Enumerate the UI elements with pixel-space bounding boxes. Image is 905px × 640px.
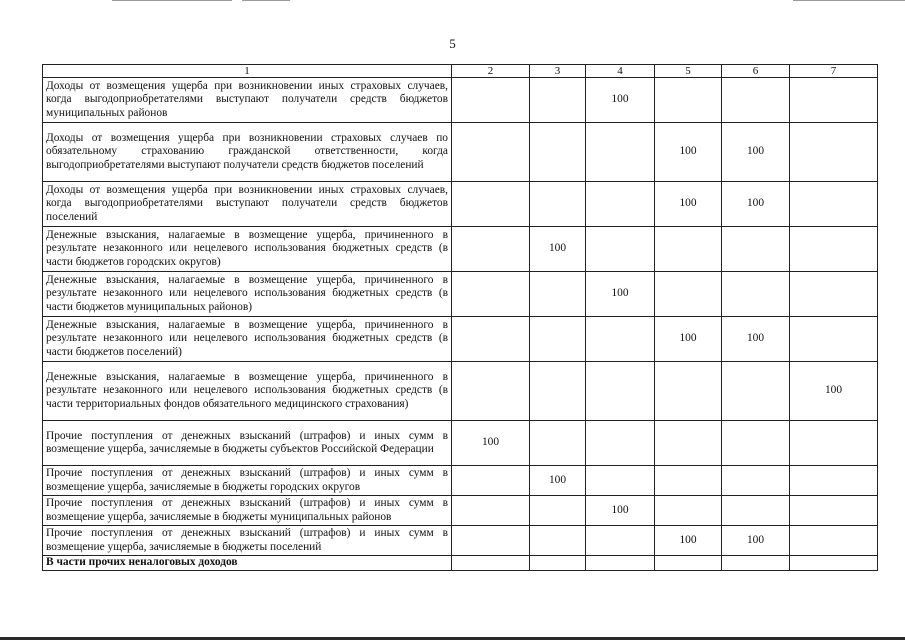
cell-value (452, 78, 530, 123)
cell-value (530, 317, 586, 362)
cell-value (530, 78, 586, 123)
cell-value (452, 182, 530, 227)
cell-value (586, 556, 655, 571)
table-header-row (43, 65, 878, 78)
cell-value (586, 421, 655, 466)
table-row (43, 362, 878, 421)
table-row (43, 466, 878, 496)
table-row (43, 317, 878, 362)
cell-value (530, 496, 586, 526)
column-header: 1 (43, 65, 452, 78)
cell-value (530, 421, 586, 466)
table-row (43, 272, 878, 317)
cell-value: 100 (655, 317, 722, 362)
column-header: 3 (530, 65, 586, 78)
cell-value (530, 272, 586, 317)
cell-value (722, 78, 790, 123)
cell-value (452, 466, 530, 496)
row-description: Прочие поступления от денежных взысканий (штрафов) и иных сумм в возмещение ущерба, зачисляемые в бюджеты субъектов Российской Федерации (43, 421, 452, 466)
row-description: Прочие поступления от денежных взысканий (штрафов) и иных сумм в возмещение ущерба, зачисляемые в бюджеты городских округов (43, 466, 452, 496)
table-row (43, 496, 878, 526)
cell-value (586, 227, 655, 272)
cell-value: 100 (722, 182, 790, 227)
cell-value (790, 526, 878, 556)
revenue-distribution-table (42, 64, 878, 571)
cell-value (790, 496, 878, 526)
cell-value (655, 421, 722, 466)
cell-value (655, 466, 722, 496)
column-header: 5 (655, 65, 722, 78)
cell-value (790, 556, 878, 571)
cell-value: 100 (722, 123, 790, 182)
column-header: 4 (586, 65, 655, 78)
table-row (43, 227, 878, 272)
row-description: Денежные взыскания, налагаемые в возмещение ущерба, причиненного в результате незаконного или нецелевого использования бюджетных средств (в части бюджетов муниципальных районов) (43, 272, 452, 317)
cell-value (452, 123, 530, 182)
cell-value: 100 (790, 362, 878, 421)
table-row (43, 526, 878, 556)
cell-value: 100 (530, 227, 586, 272)
cell-value (530, 556, 586, 571)
column-header: 7 (790, 65, 878, 78)
cell-value (586, 317, 655, 362)
cell-value (530, 362, 586, 421)
row-description: Денежные взыскания, налагаемые в возмещение ущерба, причиненного в результате незаконного или нецелевого использования бюджетных средств (в части территориальных фондов обязательного медицинского страхования) (43, 362, 452, 421)
cell-value (790, 123, 878, 182)
row-description: Прочие поступления от денежных взысканий (штрафов) и иных сумм в возмещение ущерба, зачисляемые в бюджеты поселений (43, 526, 452, 556)
cell-value (790, 317, 878, 362)
table-row (43, 123, 878, 182)
cell-value (790, 466, 878, 496)
cell-value (452, 362, 530, 421)
cell-value (452, 272, 530, 317)
cell-value (452, 556, 530, 571)
row-description: Доходы от возмещения ущерба при возникновении иных страховых случаев, когда выгодоприобретателями выступают получатели средств бюджетов муниципальных районов (43, 78, 452, 123)
cell-value (655, 272, 722, 317)
cell-value (722, 362, 790, 421)
cell-value (586, 526, 655, 556)
cell-value (586, 123, 655, 182)
cell-value: 100 (655, 526, 722, 556)
cell-value (586, 182, 655, 227)
scan-artifact-line (242, 0, 290, 1)
row-description: В части прочих неналоговых доходов (43, 556, 452, 571)
cell-value (790, 78, 878, 123)
cell-value (722, 272, 790, 317)
cell-value (586, 466, 655, 496)
cell-value (655, 362, 722, 421)
cell-value: 100 (586, 496, 655, 526)
cell-value (655, 227, 722, 272)
cell-value: 100 (452, 421, 530, 466)
cell-value (655, 496, 722, 526)
table-row (43, 421, 878, 466)
cell-value (655, 556, 722, 571)
scan-artifact-line (112, 0, 232, 1)
table-row (43, 182, 878, 227)
cell-value: 100 (722, 526, 790, 556)
cell-value (722, 556, 790, 571)
cell-value (790, 182, 878, 227)
scan-artifact-line (793, 0, 905, 1)
page-number: 5 (449, 36, 456, 51)
cell-value: 100 (530, 466, 586, 496)
cell-value: 100 (586, 272, 655, 317)
row-description: Доходы от возмещения ущерба при возникновении иных страховых случаев, когда выгодоприобретателями выступают получатели средств бюджетов поселений (43, 182, 452, 227)
table-row (43, 556, 878, 571)
cell-value: 100 (586, 78, 655, 123)
cell-value (722, 421, 790, 466)
row-description: Прочие поступления от денежных взысканий (штрафов) и иных сумм в возмещение ущерба, зачисляемые в бюджеты муниципальных районов (43, 496, 452, 526)
cell-value (722, 466, 790, 496)
cell-value (530, 123, 586, 182)
cell-value (530, 182, 586, 227)
column-header: 2 (452, 65, 530, 78)
cell-value (722, 496, 790, 526)
cell-value (790, 227, 878, 272)
row-description: Денежные взыскания, налагаемые в возмещение ущерба, причиненного в результате незаконного или нецелевого использования бюджетных средств (в части бюджетов городских округов) (43, 227, 452, 272)
cell-value (655, 78, 722, 123)
column-header: 6 (722, 65, 790, 78)
cell-value (452, 227, 530, 272)
table-row (43, 78, 878, 123)
cell-value (530, 526, 586, 556)
row-description: Доходы от возмещения ущерба при возникновении страховых случаев по обязательному страхованию гражданской ответственности, когда выгодоприобретателями выступают получатели средств бюджетов поселений (43, 123, 452, 182)
row-description: Денежные взыскания, налагаемые в возмещение ущерба, причиненного в результате незаконного или нецелевого использования бюджетных средств (в части бюджетов поселений) (43, 317, 452, 362)
cell-value (452, 317, 530, 362)
cell-value (452, 526, 530, 556)
cell-value (722, 227, 790, 272)
cell-value (790, 272, 878, 317)
cell-value (790, 421, 878, 466)
cell-value: 100 (655, 123, 722, 182)
cell-value: 100 (655, 182, 722, 227)
cell-value (586, 362, 655, 421)
cell-value: 100 (722, 317, 790, 362)
cell-value (452, 496, 530, 526)
